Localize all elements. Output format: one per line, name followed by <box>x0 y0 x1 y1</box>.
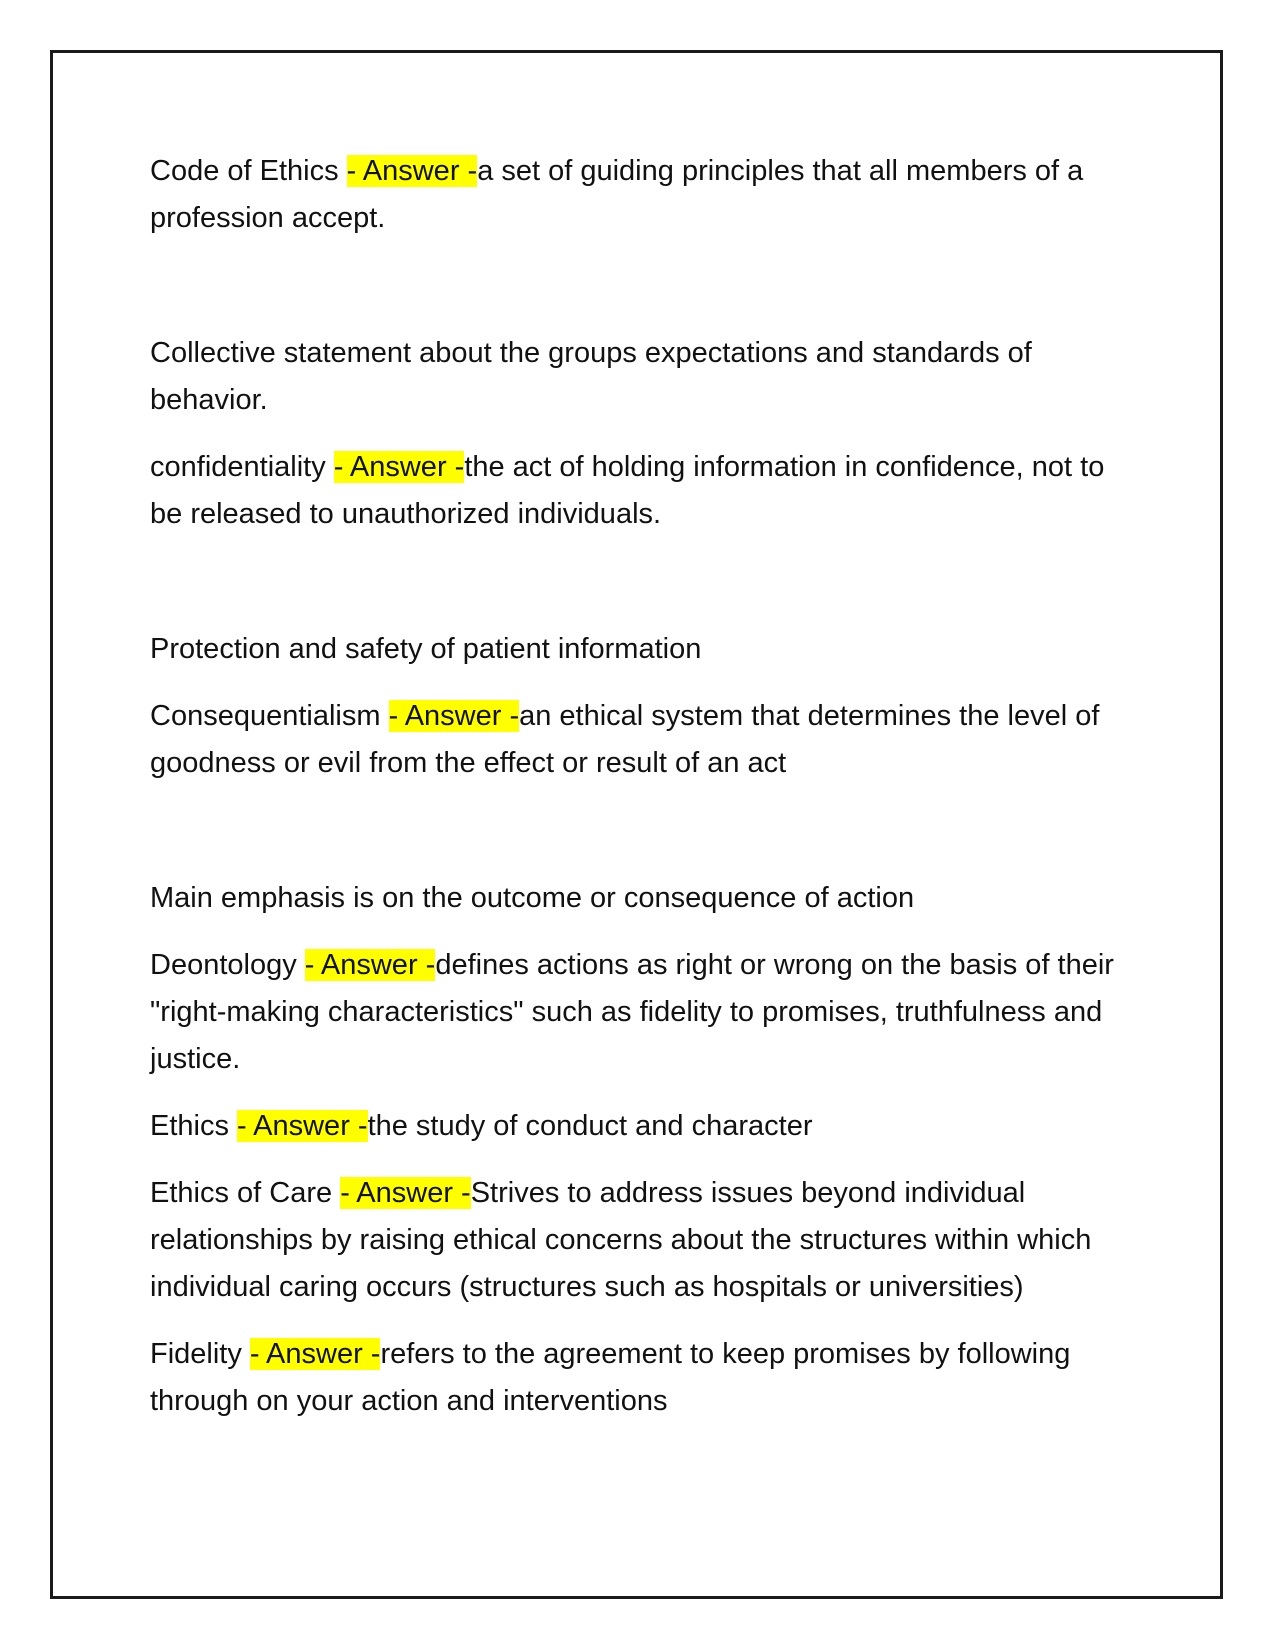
answer-marker: - Answer - <box>388 700 520 732</box>
entry-term: Ethics <box>150 1110 238 1142</box>
entry-term: confidentiality <box>150 451 334 483</box>
answer-marker: - Answer - <box>340 1177 471 1209</box>
entry-term: Fidelity <box>150 1338 250 1370</box>
entry-definition: defines actions as right or wrong on the basis of their "right-making characteristics" such as fidelity to promises, truthfulness and justice. <box>150 949 1114 1075</box>
entry-definition: the act of holding information in confidence, not to be released to unauthorized individuals. <box>150 451 1105 530</box>
entry-term: Code of Ethics <box>150 155 347 187</box>
entry-definition: a set of guiding principles that all members of a profession accept. <box>150 155 1084 234</box>
document-body <box>150 148 1125 1425</box>
answer-marker: - Answer - <box>333 451 465 483</box>
answer-marker: - Answer - <box>304 949 436 981</box>
entry-consequentialism <box>150 693 1125 787</box>
entry-definition: an ethical system that determines the level of goodness or evil from the effect or result of an act <box>150 700 1100 779</box>
entry-note: Protection and safety of patient information <box>150 633 702 665</box>
entry-code-of-ethics <box>150 148 1125 242</box>
answer-marker: - Answer - <box>249 1338 381 1370</box>
entry-note: Main emphasis is on the outcome or consequence of action <box>150 882 915 914</box>
entry-ethics-of-care <box>150 1170 1125 1311</box>
entry-term: Consequentialism <box>150 700 389 732</box>
entry-fidelity <box>150 1331 1125 1425</box>
entry-term: Deontology <box>150 949 305 981</box>
answer-marker: - Answer - <box>237 1110 368 1142</box>
entry-term: Ethics of Care <box>150 1177 341 1209</box>
entry-definition: the study of conduct and character <box>367 1110 813 1142</box>
entry-note: Collective statement about the groups expectations and standards of behavior. <box>150 337 1032 416</box>
entry-definition: Strives to address issues beyond individual relationships by raising ethical concerns about the structures within which individual caring occurs (structures such as hospitals or universities) <box>150 1177 1092 1303</box>
answer-marker: - Answer - <box>346 155 478 187</box>
entry-definition: refers to the agreement to keep promises by following through on your action and interventions <box>150 1338 1071 1417</box>
entry-confidentiality <box>150 444 1125 538</box>
entry-deontology <box>150 942 1125 1083</box>
entry-ethics <box>150 1103 1125 1150</box>
